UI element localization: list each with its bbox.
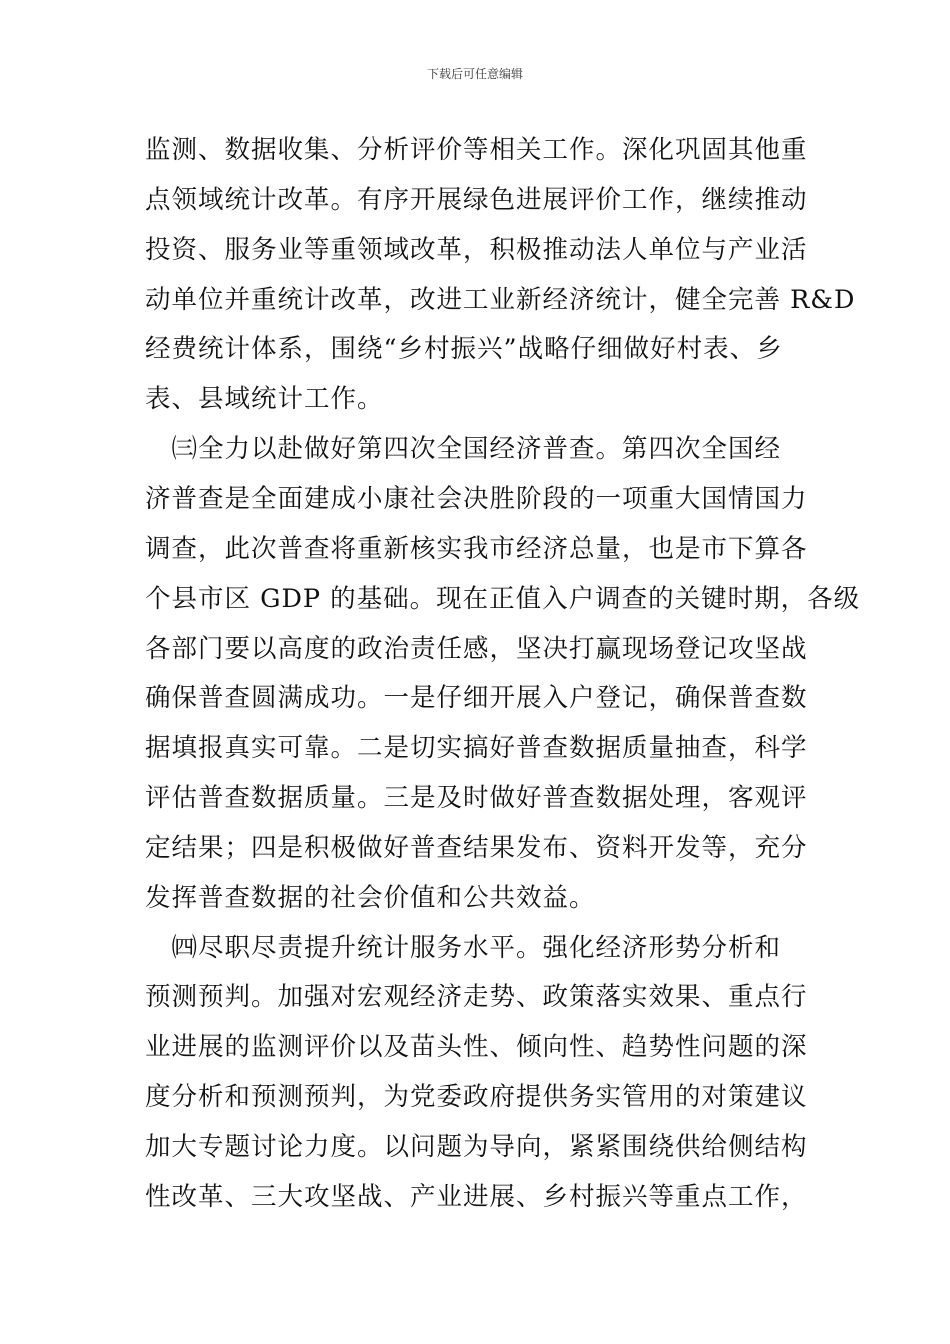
text-line: 经费统计体系，围绕“乡村振兴”战略仔细做好村表、乡 bbox=[145, 334, 783, 364]
text-line: 确保普查圆满成功。一是仔细开展入户登记，确保普查数 bbox=[145, 683, 808, 713]
page-header: 下载后可任意编辑 bbox=[426, 67, 523, 81]
text-line: 性改革、三大攻坚战、产业进展、乡村振兴等重点工作， bbox=[145, 1182, 808, 1212]
text-line: 发挥普查数据的社会价值和公共效益。 bbox=[145, 883, 596, 913]
text-line: 各部门要以高度的政治责任感，坚决打赢现场登记攻坚战 bbox=[145, 634, 808, 664]
text-line: 监测、数据收集、分析评价等相关工作。深化巩固其他重 bbox=[145, 135, 808, 165]
text-line: 定结果；四是积极做好普查结果发布、资料开发等，充分 bbox=[145, 833, 808, 863]
text-line: 预测预判。加强对宏观经济走势、政策落实效果、重点行 bbox=[145, 982, 808, 1012]
text-line: ㈣尽职尽责提升统计服务水平。强化经济形势分析和 bbox=[145, 933, 782, 963]
text-line: 评估普查数据质量。三是及时做好普查数据处理，客观评 bbox=[145, 783, 808, 813]
text-line: 投资、服务业等重领域改革，积极推动法人单位与产业活 bbox=[145, 235, 808, 265]
text-line: 济普查是全面建成小康社会决胜阶段的一项重大国情国力 bbox=[145, 484, 808, 514]
text-line: 点领域统计改革。有序开展绿色进展评价工作，继续推动 bbox=[145, 185, 808, 215]
text-line: 表、县域统计工作。 bbox=[145, 384, 384, 414]
text-line: 个县市区 GDP 的基础。现在正值入户调查的关键时期，各级 bbox=[145, 584, 861, 614]
text-line: ㈢全力以赴做好第四次全国经济普查。第四次全国经 bbox=[145, 434, 782, 464]
text-line: 据填报真实可靠。二是切实搞好普查数据质量抽查，科学 bbox=[145, 733, 808, 763]
text-line: 度分析和预测预判，为党委政府提供务实管用的对策建议 bbox=[145, 1082, 808, 1112]
text-line: 加大专题讨论力度。以问题为导向，紧紧围绕供给侧结构 bbox=[145, 1132, 808, 1162]
text-line: 动单位并重统计改革，改进工业新经济统计，健全完善 R&D bbox=[145, 285, 856, 315]
text-line: 调查，此次普查将重新核实我市经济总量，也是市下算各 bbox=[145, 534, 808, 564]
text-line: 业进展的监测评价以及苗头性、倾向性、趋势性问题的深 bbox=[145, 1032, 808, 1062]
